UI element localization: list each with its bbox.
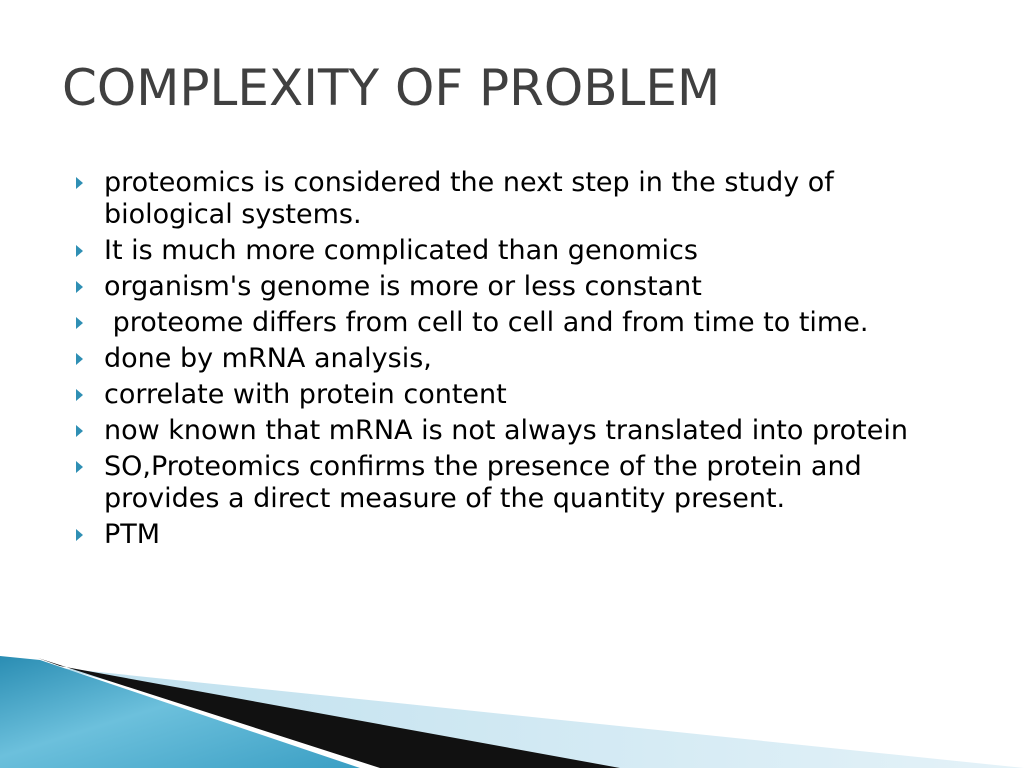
bullet-text: PTM	[104, 519, 161, 550]
slide-title: COMPLEXITY OF PROBLEM	[62, 59, 721, 117]
bullet-item	[76, 415, 956, 447]
bullet-text: done by mRNA analysis,	[104, 343, 432, 374]
bullet-item	[76, 271, 956, 303]
triangle-right-icon	[76, 529, 83, 541]
bullet-text: organism's genome is more or less constant	[104, 271, 702, 302]
triangle-right-icon	[76, 389, 83, 401]
bullet-item	[76, 519, 956, 551]
bullet-item	[76, 451, 956, 515]
triangle-right-icon	[76, 281, 83, 293]
triangle-right-icon	[76, 177, 83, 189]
triangle-right-icon	[76, 245, 83, 257]
bullet-list	[76, 167, 956, 555]
bullet-text: SO,Proteomics confirms the presence of the protein and provides a direct measure of the quantity present.	[104, 451, 871, 514]
bullet-text: now known that mRNA is not always translated into protein	[104, 415, 908, 446]
bullet-text: It is much more complicated than genomics	[104, 235, 698, 266]
triangle-right-icon	[76, 317, 83, 329]
bullet-text: correlate with protein content	[104, 379, 507, 410]
bullet-item	[76, 307, 956, 339]
decorative-swoosh	[0, 638, 1024, 768]
bullet-item	[76, 235, 956, 267]
triangle-right-icon	[76, 461, 83, 473]
bullet-item	[76, 343, 956, 375]
bullet-text: proteomics is considered the next step in the study of biological systems.	[104, 167, 843, 230]
bullet-item	[76, 167, 956, 231]
bullet-text: proteome differs from cell to cell and from time to time.	[104, 307, 869, 338]
triangle-right-icon	[76, 425, 83, 437]
bullet-item	[76, 379, 956, 411]
triangle-right-icon	[76, 353, 83, 365]
